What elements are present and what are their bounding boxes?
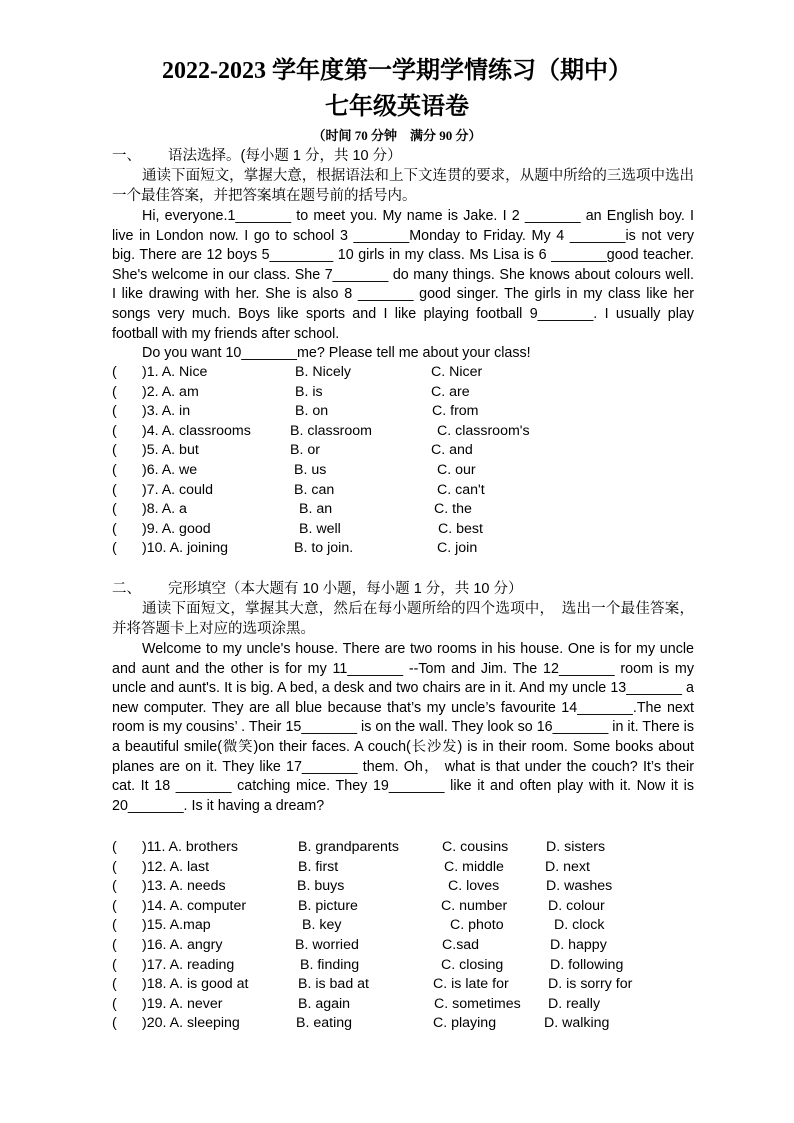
option-b: B. first: [298, 858, 339, 875]
option-b: B. again: [298, 995, 351, 1012]
option-c: C. are: [431, 383, 470, 400]
question-row: [112, 539, 712, 559]
option-b: B. an: [299, 501, 333, 518]
answer-bracket[interactable]: (: [112, 383, 117, 400]
section2-heading: [112, 580, 523, 598]
question-stem: )4. A. classrooms: [142, 422, 251, 439]
question-row: [112, 838, 712, 858]
answer-bracket[interactable]: (: [112, 364, 117, 380]
option-d: D. really: [548, 995, 601, 1012]
answer-bracket[interactable]: (: [112, 520, 117, 537]
answer-bracket[interactable]: (: [112, 839, 117, 855]
option-d: D. sisters: [546, 839, 606, 855]
option-d: D. clock: [554, 917, 605, 934]
question-row: [112, 402, 712, 422]
option-b: B. well: [299, 520, 341, 537]
answer-bracket[interactable]: (: [112, 540, 117, 557]
option-c: C. Nicer: [431, 364, 483, 380]
question-stem: )3. A. in: [142, 403, 191, 420]
question-stem: )7. A. could: [142, 481, 213, 498]
option-b: B. finding: [300, 956, 360, 973]
answer-bracket[interactable]: (: [112, 976, 117, 993]
question-stem: )10. A. joining: [142, 540, 228, 557]
question-row: [112, 936, 712, 956]
question-stem: )11. A. brothers: [142, 839, 238, 855]
question-row: [112, 481, 712, 501]
answer-bracket[interactable]: (: [112, 1015, 117, 1032]
option-c: C. playing: [433, 1015, 497, 1032]
question-row: [112, 500, 712, 520]
answer-bracket[interactable]: (: [112, 422, 117, 439]
option-c: C. best: [438, 520, 483, 537]
question-stem: )16. A. angry: [142, 936, 223, 953]
question-stem: )20. A. sleeping: [142, 1015, 240, 1032]
option-b: B. on: [295, 403, 329, 420]
answer-bracket[interactable]: (: [112, 956, 117, 973]
question-row: [112, 995, 712, 1015]
question-row: [112, 1014, 712, 1034]
question-stem: )9. A. good: [142, 520, 211, 537]
exam-info: （时间 70 分钟 满分 90 分）: [312, 128, 482, 143]
answer-bracket[interactable]: (: [112, 501, 117, 518]
option-c: C. sometimes: [434, 995, 521, 1012]
option-c: C. the: [434, 501, 472, 518]
option-c: C. and: [431, 442, 473, 459]
section1-number: 一、: [112, 148, 141, 164]
answer-bracket[interactable]: (: [112, 858, 117, 875]
option-d: D. following: [550, 956, 624, 973]
answer-bracket[interactable]: (: [112, 995, 117, 1012]
option-c: C. photo: [450, 917, 504, 934]
option-b: B. buys: [297, 878, 345, 895]
question-row: [112, 383, 712, 403]
section1-instruction: 通读下面短文，掌握大意，根据语法和上下文连贯的要求，从题中所给的三选项中选出一个最佳答案，并把答案填在题号前的括号内。: [112, 168, 694, 204]
option-b: B. grandparents: [298, 839, 399, 855]
section2-instruction: 通读下面短文，掌握其大意，然后在每小题所给的四个选项中， 选出一个最佳答案，并将答题卡上对应的选项涂黑。: [112, 601, 694, 637]
option-d: D. next: [545, 858, 590, 875]
answer-bracket[interactable]: (: [112, 481, 117, 498]
exam-subtitle: 七年级英语卷: [325, 94, 469, 120]
section2-passage: Welcome to my uncle's house. There are two rooms in his house. One is for my uncle and aunt and the other is for my 11_______ --Tom and Jim. The 12_______ room is my uncle and aunt's. It is big. A bed, a desk and two chairs are in it. And my uncle 13_______ a new computer. They are all blue because that’s my uncle’s favourite 14_______.The next room is my cousins’ . Their 15_______ is on the wall. They look so 16_______ in it. There is a beautiful smile(微笑)on their faces. A couch(长沙发) is in their room. Some books about planes are on it. They like 17_______ them. Oh， what is that under the couch? It’s their cat. It 18 _______ catching mice. They 19_______ like it and often play with it. Now it is 20_______. Is it having a dream?: [112, 641, 694, 814]
option-b: B. us: [294, 461, 327, 478]
answer-bracket[interactable]: (: [112, 878, 117, 895]
answer-bracket[interactable]: (: [112, 403, 117, 420]
option-c: C. our: [437, 461, 476, 478]
option-c: C.sad: [442, 936, 480, 953]
question-stem: )8. A. a: [142, 501, 187, 518]
option-d: D. colour: [548, 897, 605, 914]
question-row: [112, 520, 712, 540]
section1-question-list: [112, 363, 712, 559]
option-c: C. classroom's: [437, 422, 530, 439]
option-b: B. to join.: [294, 540, 354, 557]
section2-title: 完形填空（本大题有 10 小题，每小题 1 分，共 10 分）: [168, 581, 523, 597]
option-c: C. join: [437, 540, 478, 557]
question-row: [112, 916, 712, 936]
question-stem: )12. A. last: [142, 858, 210, 875]
option-b: B. picture: [298, 897, 358, 914]
section1-closing: Do you want 10_______me? Please tell me about your class!: [142, 345, 531, 361]
section2-number: 二、: [112, 581, 141, 597]
option-d: D. happy: [550, 936, 607, 953]
option-b: B. eating: [296, 1015, 353, 1032]
question-stem: )14. A. computer: [142, 897, 247, 914]
option-c: C. closing: [441, 956, 504, 973]
option-b: B. or: [290, 442, 320, 459]
question-stem: )6. A. we: [142, 461, 198, 478]
option-c: C. loves: [448, 878, 500, 895]
answer-bracket[interactable]: (: [112, 936, 117, 953]
option-b: B. is bad at: [298, 976, 369, 993]
option-c: C. cousins: [442, 839, 509, 855]
question-stem: )5. A. but: [142, 442, 199, 459]
section1-heading: [112, 147, 402, 165]
option-c: C. number: [441, 897, 508, 914]
option-c: C. is late for: [433, 976, 509, 993]
question-row: [112, 877, 712, 897]
question-row: [112, 975, 712, 995]
question-row: [112, 422, 712, 442]
answer-bracket[interactable]: (: [112, 897, 117, 914]
section1-title: 语法选择。(每小题 1 分，共 10 分）: [168, 148, 402, 164]
option-b: B. is: [295, 383, 323, 400]
question-stem: )1. A. Nice: [142, 364, 208, 380]
question-row: [112, 897, 712, 917]
option-b: B. Nicely: [295, 364, 351, 380]
option-c: C. can't: [437, 481, 485, 498]
option-b: B. can: [294, 481, 335, 498]
option-b: B. key: [302, 917, 342, 934]
answer-bracket[interactable]: (: [112, 917, 117, 934]
question-stem: )2. A. am: [142, 383, 199, 400]
option-d: D. walking: [544, 1015, 610, 1032]
answer-bracket[interactable]: (: [112, 442, 117, 459]
exam-title: 2022-2023 学年度第一学期学情练习（期中）: [162, 58, 632, 84]
option-b: B. worried: [295, 936, 359, 953]
section1-passage: Hi, everyone.1_______ to meet you. My name is Jake. I 2 _______ an English boy. I live in London now. I go to school 3 _______Monday to Friday. My 4 _______is not very big. There are 12 boys 5________ 10 girls in my class. Ms Lisa is 6 _______good teacher. She's welcome in our class. She 7_______ do many things. She knows about colours well. I like drawing with her. She is also 8 _______ good singer. The girls in my class like her songs very much. Boys like sports and I like playing football 9_______. I usually play football with my friends after school.: [112, 208, 694, 342]
question-stem: )19. A. never: [142, 995, 223, 1012]
question-row: [112, 461, 712, 481]
question-stem: )18. A. is good at: [142, 976, 249, 993]
question-row: [112, 956, 712, 976]
option-d: D. is sorry for: [548, 976, 633, 993]
question-stem: )13. A. needs: [142, 878, 226, 895]
option-c: C. from: [432, 403, 479, 420]
question-row: [112, 858, 712, 878]
option-b: B. classroom: [290, 422, 372, 439]
section2-question-list: [112, 838, 712, 1034]
question-row: [112, 363, 712, 383]
question-stem: )17. A. reading: [142, 956, 235, 973]
option-c: C. middle: [444, 858, 504, 875]
question-stem: )15. A.map: [142, 917, 211, 934]
question-row: [112, 441, 712, 461]
option-d: D. washes: [546, 878, 613, 895]
answer-bracket[interactable]: (: [112, 461, 117, 478]
